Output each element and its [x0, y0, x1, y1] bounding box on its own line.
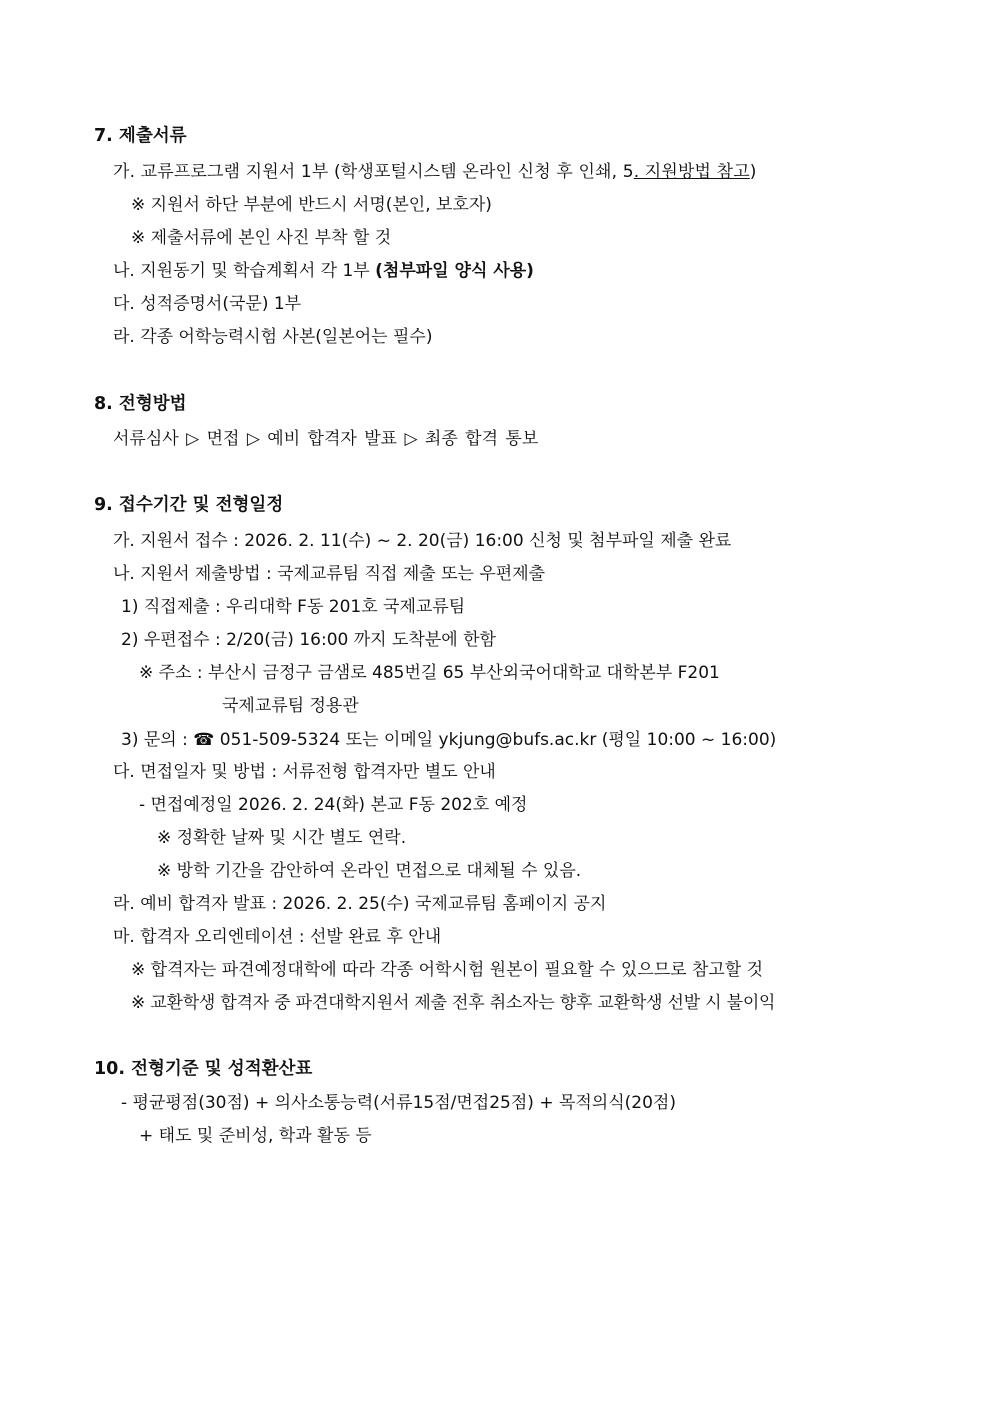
- s9-note-contact: ※ 정확한 날짜 및 시간 별도 연락.: [157, 828, 407, 848]
- s7-note-photo: ※ 제출서류에 본인 사진 부착 할 것: [131, 228, 392, 248]
- s9-item-e: 마. 합격자 오리엔테이션 : 선발 완료 후 안내: [113, 927, 442, 947]
- s9-note-online: ※ 방학 기간을 감안하여 온라인 면접으로 대체될 수 있음.: [157, 861, 582, 881]
- section-10-title: 10. 전형기준 및 성적환산표: [94, 1059, 313, 1079]
- s8-flow: 서류심사 ▷ 면접 ▷ 예비 합격자 발표 ▷ 최종 합격 통보: [113, 429, 539, 449]
- s9-address-line2: 국제교류팀 정용관: [222, 696, 359, 716]
- s7-item-b-bold: (첨부파일 양식 사용): [375, 261, 534, 281]
- s7-item-a-text: 가. 교류프로그램 지원서 1부 (학생포털시스템 온라인 신청 후 인쇄, 5: [113, 162, 634, 182]
- s9-item-b3-contact: 3) 문의 : ☎ 051-509-5324 또는 이메일 ykjung@bufs.ac.kr (평일 10:00 ~ 16:00): [121, 730, 777, 750]
- section-7-title: 7. 제출서류: [94, 126, 187, 146]
- s9-note-cancellation: ※ 교환학생 합격자 중 파견대학지원서 제출 전후 취소자는 향후 교환학생 선발 시 불이익: [131, 993, 776, 1013]
- s9-item-c: 다. 면접일자 및 방법 : 서류전형 합격자만 별도 안내: [113, 762, 496, 782]
- s9-item-c1: - 면접예정일 2026. 2. 24(화) 본교 F동 202호 예정: [139, 795, 528, 815]
- s10-line1: - 평균평점(30점) + 의사소통능력(서류15점/면접25점) + 목적의식(20점): [121, 1093, 676, 1113]
- s9-note-language-test: ※ 합격자는 파견예정대학에 따라 각종 어학시험 원본이 필요할 수 있으므로 참고할 것: [131, 960, 764, 980]
- s9-item-b: 나. 지원서 제출방법 : 국제교류팀 직접 제출 또는 우편제출: [113, 564, 546, 584]
- s10-line2: + 태도 및 준비성, 학과 활동 등: [139, 1126, 372, 1146]
- s9-item-b2: 2) 우편접수 : 2/20(금) 16:00 까지 도착분에 한함: [121, 630, 496, 650]
- section-8-title: 8. 전형방법: [94, 394, 187, 414]
- s7-item-a: [113, 161, 757, 183]
- s7-item-c: 다. 성적증명서(국문) 1부: [113, 294, 302, 314]
- s9-item-d: 라. 예비 합격자 발표 : 2026. 2. 25(수) 국제교류팀 홈페이지 공지: [113, 894, 607, 914]
- s7-item-b-text: 나. 지원동기 및 학습계획서 각 1부: [113, 261, 376, 281]
- s9-address-line1: ※ 주소 : 부산시 금정구 금샘로 485번길 65 부산외국어대학교 대학본부 F201: [139, 663, 720, 683]
- s7-item-d: 라. 각종 어학능력시험 사본(일본어는 필수): [113, 327, 433, 347]
- s7-item-b: [113, 260, 534, 282]
- s7-item-a-reference: . 지원방법 참고: [633, 162, 750, 182]
- s9-item-b1: 1) 직접제출 : 우리대학 F동 201호 국제교류팀: [121, 597, 466, 617]
- s9-item-a: 가. 지원서 접수 : 2026. 2. 11(수) ~ 2. 20(금) 16:00 신청 및 첨부파일 제출 완료: [113, 531, 732, 551]
- s7-note-signature: ※ 지원서 하단 부분에 반드시 서명(본인, 보호자): [131, 195, 492, 215]
- section-9-title: 9. 접수기간 및 전형일정: [94, 495, 284, 515]
- s7-item-a-close: ): [749, 162, 757, 182]
